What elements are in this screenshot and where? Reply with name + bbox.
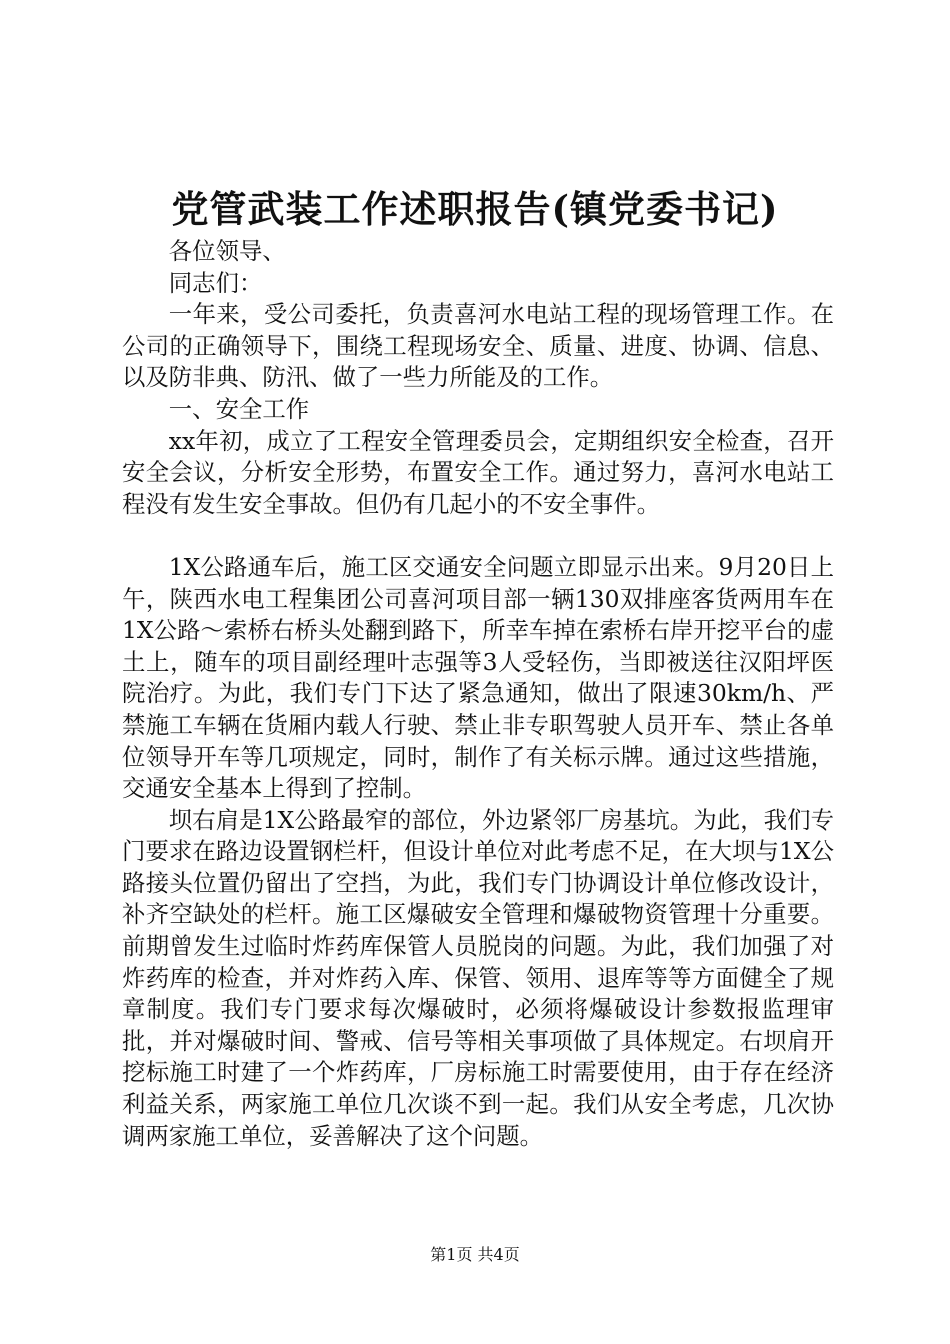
safety-paragraph-2: 1X公路通车后，施工区交通安全问题立即显示出来。9月20日上午，陕西水电工程集团公司喜河项目部一辆130双排座客货两用车在1X公路～索桥右桥头处翻到路下，所幸车掉在索桥右岸开挖平台的虚土上，随车的项目副经理叶志强等3人受轻伤，当即被送往汉阳坪医院治疗。为此，我们专门下达了紧急通知，做出了限速30km/h、严禁施工车辆在货厢内载人行驶、禁止非专职驾驶人员开车、禁止各单位领导开车等几项规定，同时，制作了有关标示牌。通过这些措施，交通安全基本上得到了控制。 bbox=[122, 552, 834, 803]
safety-paragraph-3: 坝右肩是1X公路最窄的部位，外边紧邻厂房基坑。为此，我们专门要求在路边设置钢栏杆，但设计单位对此考虑不足，在大坝与1X公路接头位置仍留出了空挡，为此，我们专门协调设计单位修改设计，补齐空缺处的栏杆。施工区爆破安全管理和爆破物资管理十分重要。前期曾发生过临时炸药库保管人员脱岗的问题。为此，我们加强了对炸药库的检查，并对炸药入库、保管、领用、退库等等方面健全了规章制度。我们专门要求每次爆破时，必须将爆破设计参数报监理审批，并对爆破时间、警戒、信号等相关事项做了具体规定。右坝肩开挖标施工时建了一个炸药库，厂房标施工时需要使用，由于存在经济利益关系，两家施工单位几次谈不到一起。我们从安全考虑，几次协调两家施工单位，妥善解决了这个问题。 bbox=[122, 805, 834, 1150]
document-title: 党管武装工作述职报告(镇党委书记) bbox=[171, 187, 779, 231]
salutation-line-1: 各位领导、 bbox=[168, 237, 286, 265]
safety-paragraph-1: xx年初，成立了工程安全管理委员会，定期组织安全检查，召开安全会议，分析安全形势，布置安全工作。通过努力，喜河水电站工程没有发生安全事故。但仍有几起小的不安全事件。 bbox=[122, 426, 834, 518]
page-number-footer: 第1页 共4页 bbox=[430, 1245, 520, 1264]
document-body bbox=[122, 236, 834, 1152]
section-heading-safety: 一、安全工作 bbox=[168, 394, 310, 423]
salutation-line-2: 同志们： bbox=[168, 268, 263, 297]
intro-paragraph: 一年来，受公司委托，负责喜河水电站工程的现场管理工作。在公司的正确领导下，围绕工程现场安全、质量、进度、协调、信息、以及防非典、防汛、做了一些力所能及的工作。 bbox=[122, 300, 834, 392]
